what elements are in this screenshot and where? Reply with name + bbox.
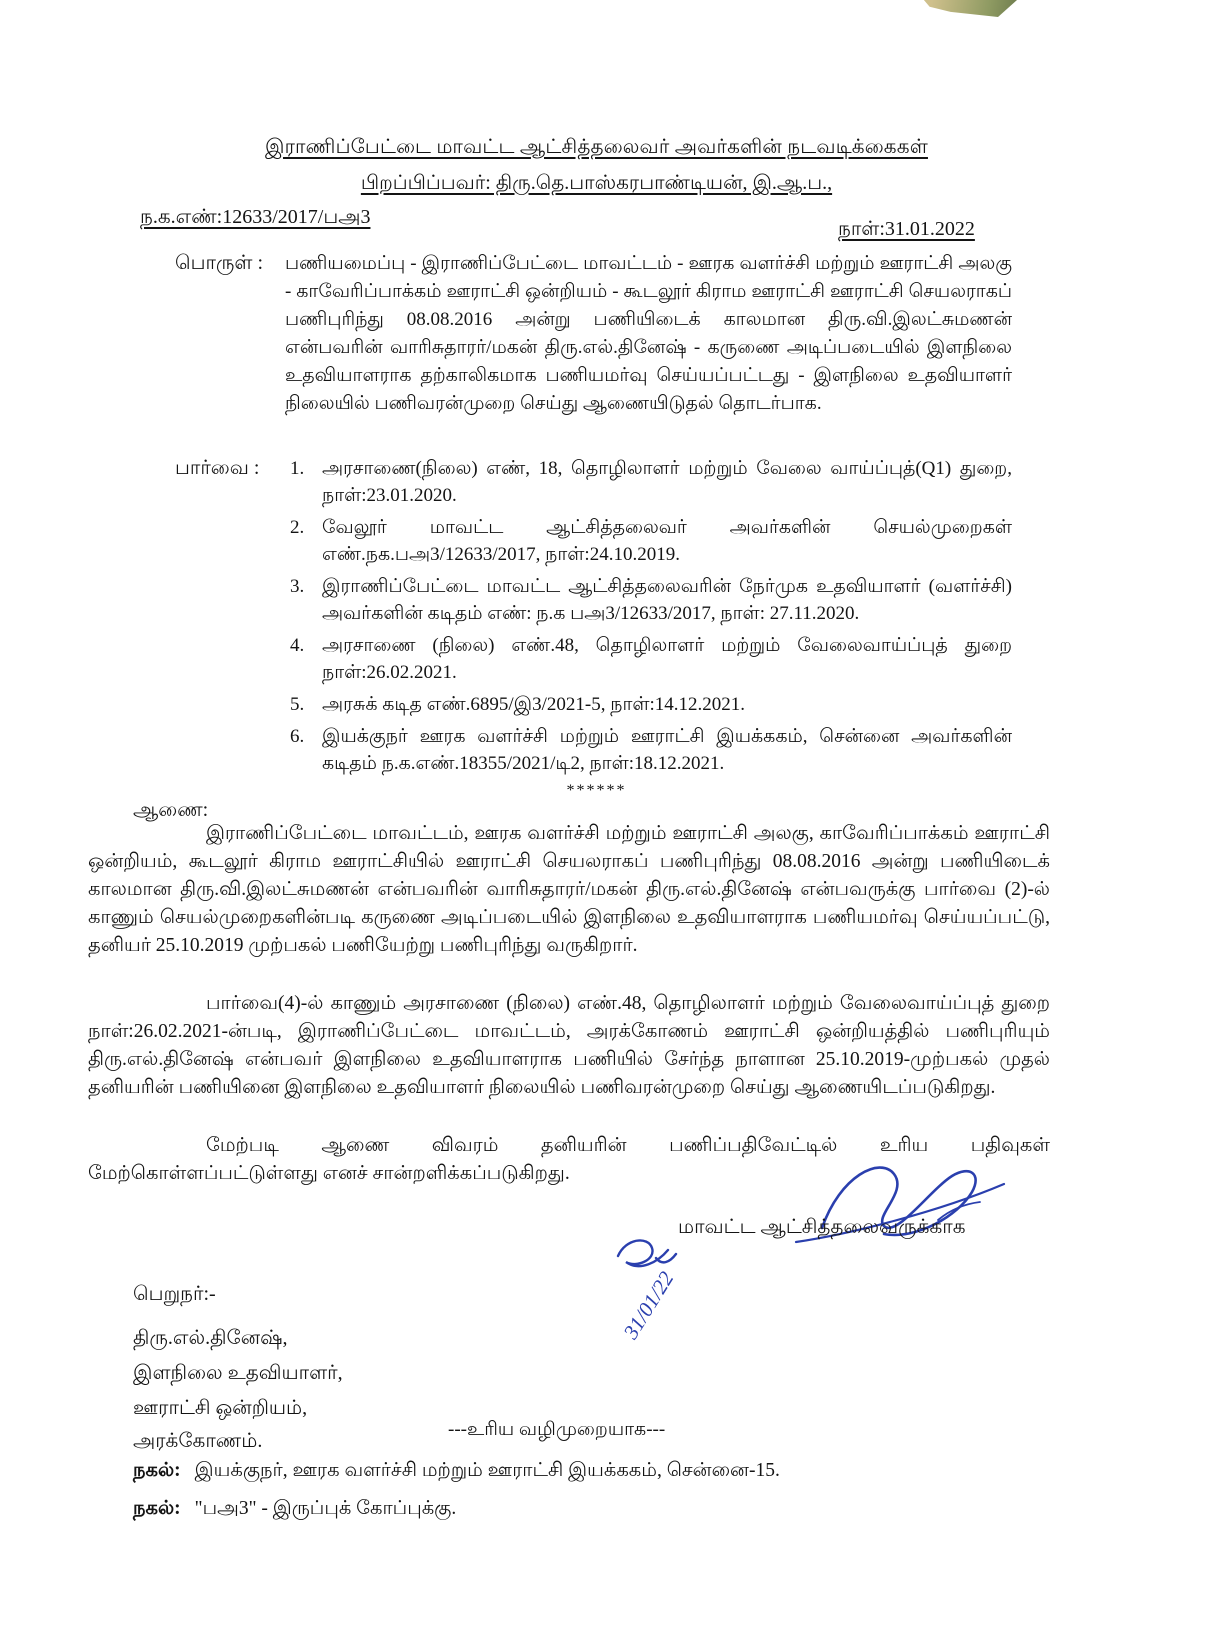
reference-item-number: 4.	[290, 635, 305, 656]
reference-item-number: 1.	[290, 458, 305, 479]
order-paragraph-3: மேற்படி ஆணை விவரம் தனியரின் பணிப்பதிவேட்டில் உரிய பதிவுகள் மேற்கொள்ளப்பட்டுள்ளது எனச் சான்றளிக்கப்படுகிறது.	[88, 1135, 1050, 1184]
recipient-line: திரு.எல்.தினேஷ்,	[133, 1327, 288, 1349]
reference-item-number: 3.	[290, 576, 305, 597]
copy-text: "பஅ3" - இருப்புக் கோப்புக்கு.	[194, 1498, 457, 1519]
document-title-text: இராணிப்பேட்டை மாவட்ட ஆட்சித்தலைவர் அவர்களின் நடவடிக்கைகள்	[265, 136, 928, 158]
reference-item-number: 2.	[290, 517, 305, 538]
copy-text: இயக்குநர், ஊரக வளர்ச்சி மற்றும் ஊராட்சி இயக்ககம், சென்னை-15.	[194, 1460, 780, 1481]
copy-label: நகல்:	[133, 1460, 181, 1481]
reference-item-number: 5.	[290, 694, 305, 715]
copy-label: நகல்:	[133, 1498, 181, 1519]
recipient-line: ஊராட்சி ஒன்றியம்,	[133, 1397, 308, 1419]
reference-label: பார்வை :	[175, 457, 260, 479]
reference-item-text: வேலூர் மாவட்ட ஆட்சித்தலைவர் அவர்களின் செயல்முறைகள் எண்.நக.பஅ3/12633/2017, நாள்:24.10.2019.	[322, 517, 1012, 565]
reference-number: ந.க.எண்:12633/2017/பஅ3	[140, 206, 371, 228]
document-title	[90, 136, 1103, 161]
handwritten-date-block	[596, 1228, 730, 1346]
reference-item-text: இயக்குநர் ஊரக வளர்ச்சி மற்றும் ஊராட்சி இயக்ககம், சென்னை அவர்களின் கடிதம் ந.க.எண்.18355/2021/டி2, நாள்:18.12.2021.	[322, 726, 1012, 774]
reference-item-text: அரசாணை(நிலை) எண், 18, தொழிலாளர் மற்றும் வேலை வாய்ப்புத்(Q1) துறை, நாள்:23.01.2020.	[322, 458, 1012, 506]
reference-item	[290, 455, 1012, 509]
reference-list	[290, 455, 1012, 782]
subject-label: பொருள் :	[175, 252, 264, 274]
recipient-line: இளநிலை உதவியாளர்,	[133, 1362, 343, 1384]
initials-scribble	[618, 1240, 676, 1266]
reference-item-text: அரசாணை (நிலை) எண்.48, தொழிலாளர் மற்றும் வேலைவாய்ப்புத் துறை நாள்:26.02.2021.	[322, 635, 1012, 683]
reference-item	[290, 632, 1012, 686]
copy-line	[133, 1460, 780, 1484]
recipients-label: பெறுநர்:-	[133, 1283, 216, 1305]
separator-stars: ******	[566, 782, 627, 799]
order-paragraph-1: இராணிப்பேட்டை மாவட்டம், ஊரக வளர்ச்சி மற்றும் ஊராட்சி அலகு, காவேரிப்பாக்கம் ஊராட்சி ஒன்றியம், கூடலூர் கிராம ஊராட்சியில் ஊராட்சி செயலராகப் பணிபுரிந்து 08.08.2016 அன்று பணியிடைக் காலமான திரு.வி.இலட்சுமணன் என்பவரின் வாரிசுதாரர்/மகன் திரு.எல்.தினேஷ் என்பவருக்கு பார்வை (2)-ல் காணும் செயல்முறைகளின்படி கருணை அடிப்படையில் இளநிலை உதவியாளராக பணியமர்வு செய்யப்பட்டு, தனியர் 25.10.2019 முற்பகல் பணியேற்று பணிபுரிந்து வருகிறார்.	[88, 823, 1050, 956]
order-label: ஆணை:	[133, 799, 209, 821]
reference-item-number: 6.	[290, 726, 305, 747]
issuer-line	[90, 172, 1103, 197]
reference-item	[290, 691, 1012, 718]
reference-item	[290, 573, 1012, 627]
subject-text: பணியமைப்பு - இராணிப்பேட்டை மாவட்டம் - ஊரக வளர்ச்சி மற்றும் ஊராட்சி அலகு - காவேரிப்பாக்கம் ஊராட்சி ஒன்றியம் - கூடலூர் கிராம ஊராட்சி ஊராட்சி செயலராகப் பணிபுரிந்து 08.08.2016 அன்று பணியிடைக் காலமான திரு.வி.இலட்சுமணன் என்பவரின் வாரிசுதாரர்/மகன் திரு.எல்.தினேஷ் - கருணை அடிப்படையில் இளநிலை உதவியாளராக தற்காலிகமாக பணியமர்வு செய்யப்பட்டது - இளநிலை உதவியாளர் நிலையில் பணிவரன்முறை செய்து ஆணையிடுதல் தொடர்பாக.	[285, 253, 1012, 414]
issuer-line-text: பிறப்பிப்பவர்: திரு.தெ.பாஸ்கரபாண்டியன், இ.ஆ.ப.,	[360, 172, 833, 194]
signature-for-text: மாவட்ட ஆட்சித்தலைவருக்காக	[678, 1216, 966, 1238]
reference-item	[290, 514, 1012, 568]
copy-line	[133, 1498, 456, 1522]
order-paragraph-2: பார்வை(4)-ல் காணும் அரசாணை (நிலை) எண்.48, தொழிலாளர் மற்றும் வேலைவாய்ப்புத் துறை நாள்:26.02.2021-ன்படி, இராணிப்பேட்டை மாவட்டம், அரக்கோணம் ஊராட்சி ஒன்றியத்தில் பணிபுரியும் திரு.எல்.தினேஷ் என்பவர் இளநிலை உதவியாளராக பணியில் சேர்ந்த நாளான 25.10.2019-முற்பகல் முதல் தனியரின் பணியினை இளநிலை உதவியாளர் நிலையில் பணிவரன்முறை செய்து ஆணையிடப்படுகிறது.	[88, 993, 1050, 1098]
scan-corner-artifact	[922, 0, 1017, 17]
recipient-line: அரக்கோணம்.	[133, 1430, 263, 1452]
handwritten-date: 31/01/22	[618, 1267, 679, 1344]
via-proper-channel-line: ---உரிய வழிமுறையாக---	[448, 1419, 666, 1440]
reference-item-text: இராணிப்பேட்டை மாவட்ட ஆட்சித்தலைவரின் நேர்முக உதவியாளர் (வளர்ச்சி) அவர்களின் கடிதம் எண்: ந.க பஅ3/12633/2017, நாள்: 27.11.2020.	[322, 576, 1012, 624]
reference-item-text: அரசுக் கடித எண்.6895/இ3/2021-5, நாள்:14.12.2021.	[322, 694, 746, 715]
document-date: நாள்:31.01.2022	[838, 218, 975, 240]
reference-item	[290, 723, 1012, 777]
